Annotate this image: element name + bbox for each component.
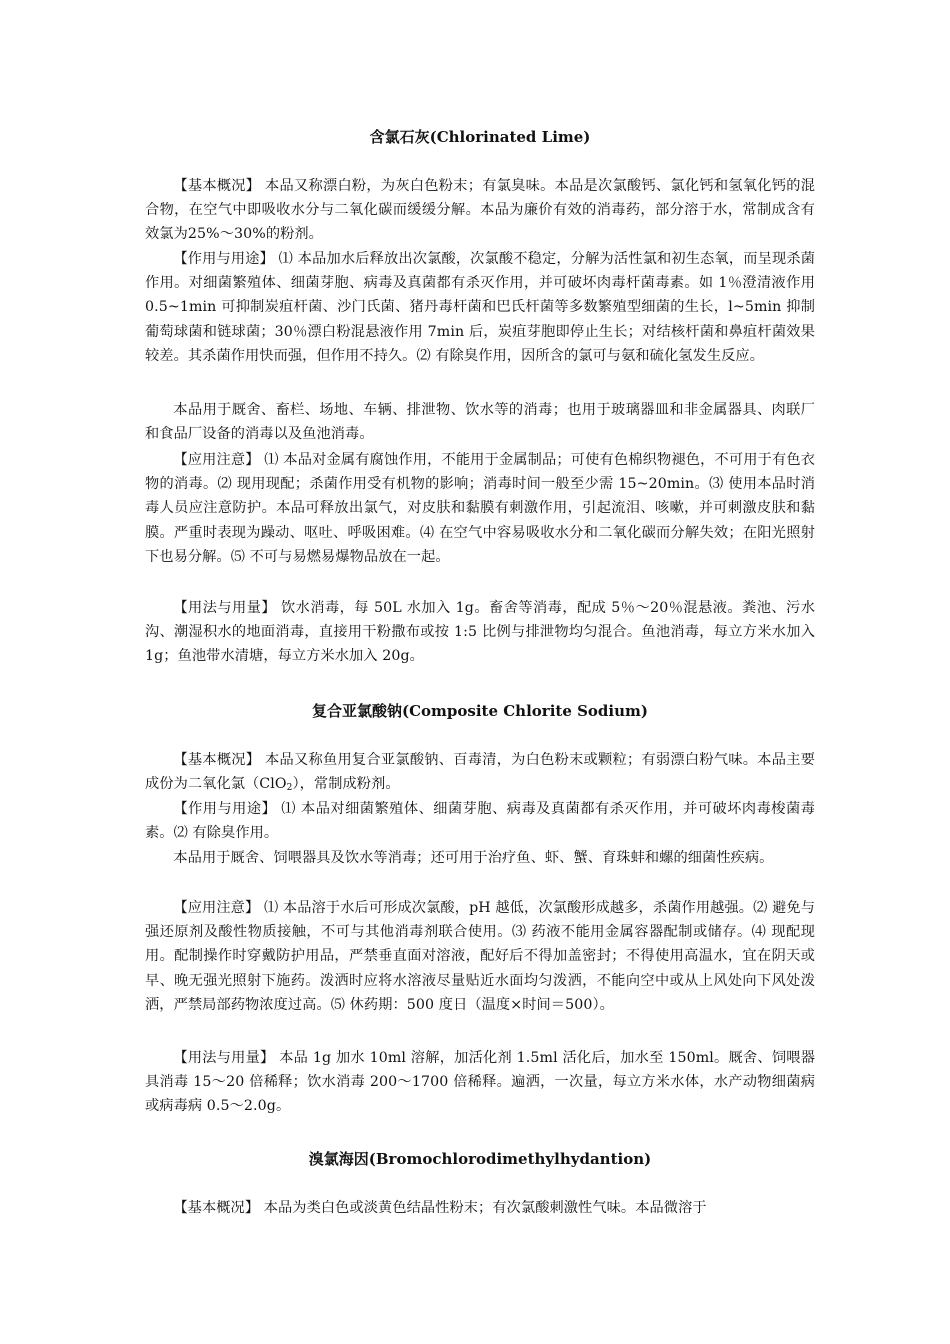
paragraph-precautions: 【应用注意】 ⑴ 本品对金属有腐蚀作用，不能用于金属制品；可使有色棉织物褪色，不可用于有色衣物的消毒。⑵ 现用现配；杀菌作用受有机物的影响；消毒时间一般至少需 15~20min。⑶ 使用本品时消毒人员应注意防护。本品可释放出氯气，对皮肤和黏膜有刺激作用，引起流泪、咳嗽，并可刺激皮肤和黏膜。严重时表现为躁动、呕吐、呼吸困难。⑷ 在空气中容易吸收水分和二氧化碳而分解失效；在阳光照射下也易分解。⑸ 不可与易燃易爆物品放在一起。 bbox=[145, 452, 815, 565]
paragraph-dosage: 【用法与用量】 饮水消毒，每 50L 水加入 1g。畜舍等消毒，配成 5％～20％混悬液。粪池、污水沟、潮湿积水的地面消毒，直接用干粉撒布或按 1:5 比例与排泄物均匀混合。鱼池消毒，每立方米水加入 1g；鱼池带水清塘，每立方米水加入 20g。 bbox=[145, 600, 815, 665]
paragraph-application: 本品用于厩舍、畜栏、场地、车辆、排泄物、饮水等的消毒；也用于玻璃器皿和非金属器具、肉联厂和食品厂设备的消毒以及鱼池消毒。 bbox=[145, 402, 815, 443]
paragraph-action-use: 【作用与用途】 ⑴ 本品加水后释放出次氯酸，次氯酸不稳定，分解为活性氯和初生态氧，而呈现杀菌作用。对细菌繁殖体、细菌芽胞、病毒及真菌都有杀灭作用，并可破坏肉毒杆菌毒素。如 1％澄清液作用 0.5~1min 可抑制炭疽杆菌、沙门氏菌、猪丹毒杆菌和巴氏杆菌等多数繁殖型细菌的生长，l~5min 抑制葡萄球菌和链球菌；30％漂白粉混悬液作用 7min 后，炭疽芽胞即停止生长；对结核杆菌和鼻疽杆菌效果较差。其杀菌作用快而强，但作用不持久。⑵ 有除臭作用，因所含的氯可与氨和硫化氢发生反应。 bbox=[145, 251, 815, 364]
paragraph-dosage: 【用法与用量】 本品 1g 加水 10ml 溶解，加活化剂 1.5ml 活化后，加水至 150ml。厩舍、饲喂器具消毒 15～20 倍稀释；饮水消毒 200～1700 倍稀释。遍洒，一次量，每立方米水体，水产动物细菌病或病毒病 0.5～2.0g。 bbox=[145, 1050, 815, 1115]
section-title-composite-chlorite-sodium: 复合亚氯酸钠(Composite Chlorite Sodium) bbox=[312, 702, 648, 720]
paragraph-overview: 【基本概况】 本品为类白色或淡黄色结晶性粉末；有次氯酸刺激性气味。本品微溶于 bbox=[173, 1200, 707, 1216]
paragraph-precautions: 【应用注意】 ⑴ 本品溶于水后可形成次氯酸，pH 越低，次氯酸形成越多，杀菌作用越强。⑵ 避免与强还原剂及酸性物质接触，不可与其他消毒剂联合使用。⑶ 药液不能用金属容器配制或储存。⑷ 现配现用。配制操作时穿戴防护用品，严禁垂直面对溶液，配好后不得加盖密封；不得使用高温水，宜在阴天或早、晚无强光照射下施药。泼洒时应将水溶液尽量贴近水面均匀泼洒，不能向空中或从上风处向下风处泼洒，严禁局部药物浓度过高。⑸ 休药期：500 度日（温度×时间＝500）。 bbox=[145, 900, 815, 1013]
paragraph-action-use: 【作用与用途】 ⑴ 本品对细菌繁殖体、细菌芽胞、病毒及真菌都有杀灭作用，并可破坏肉毒梭菌毒素。⑵ 有除臭作用。 bbox=[145, 801, 815, 842]
paragraph-application: 本品用于厩舍、饲喂器具及饮水等消毒；还可用于治疗鱼、虾、蟹、育珠蚌和螺的细菌性疾病。 bbox=[173, 850, 774, 866]
section-title-chlorinated-lime: 含氯石灰(Chlorinated Lime) bbox=[369, 128, 591, 146]
paragraph-overview: 【基本概况】 本品又称漂白粉，为灰白色粉末；有氯臭味。本品是次氯酸钙、氯化钙和氢氧化钙的混合物，在空气中即吸收水分与二氧化碳而缓缓分解。本品为廉价有效的消毒药，部分溶于水，常制成含有效氯为25%～30%的粉剂。 bbox=[145, 178, 815, 243]
section-title-bromochlorodimethylhydantion: 溴氯海因(Bromochlorodimethylhydantion) bbox=[308, 1150, 652, 1168]
paragraph-overview: 【基本概况】 本品又称鱼用复合亚氯酸钠、百毒清，为白色粉末或颗粒；有弱漂白粉气味。本品主要成份为二氧化氯（ClO$_2$），常制成粉剂。 bbox=[145, 752, 815, 794]
